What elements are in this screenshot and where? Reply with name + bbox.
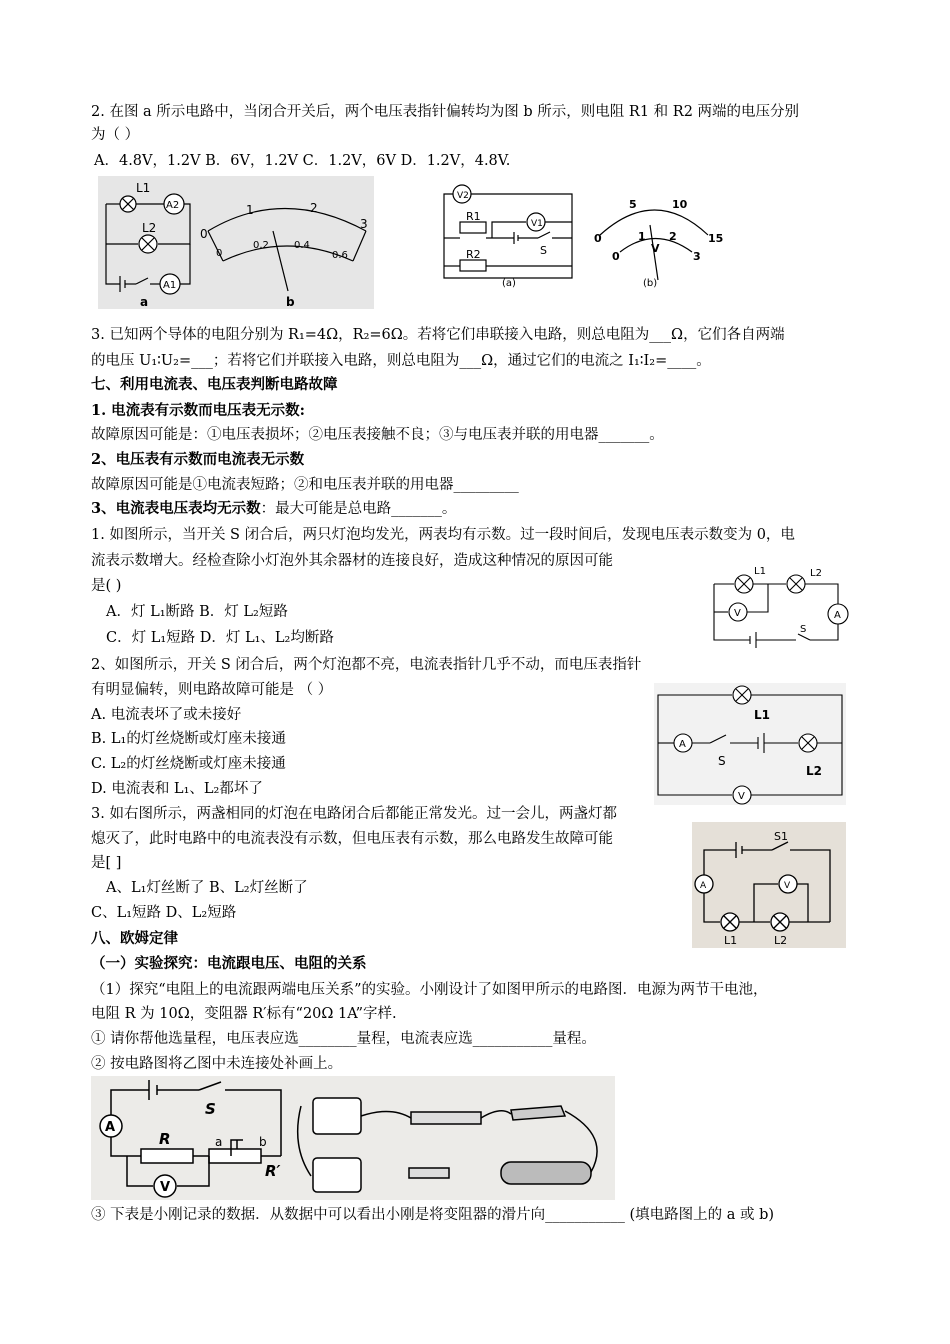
ohm-experiment-figure	[91, 1076, 615, 1200]
meter-top-1: 1	[246, 203, 254, 217]
p3-label-L1: L1	[724, 934, 738, 947]
p2-label-A: A	[679, 739, 686, 750]
p3-line3: 是[ ]	[91, 855, 122, 871]
p1-line2: 流表示数增大。经检查除小灯泡外其余器材的连接良好，造成这种情况的原因可能	[91, 553, 613, 569]
exp-label-S: S	[205, 1100, 216, 1118]
meter-top-2: 2	[310, 201, 318, 215]
p1-label-S: S	[800, 624, 807, 635]
section7-text1: 故障原因可能是：①电压表损坏；②电压表接触不良；③与电压表并联的用电器_______。	[91, 427, 664, 443]
exp-label-V: V	[160, 1180, 171, 1195]
p1-label-L2: L2	[810, 568, 822, 579]
exp-label-a: a	[215, 1135, 223, 1149]
fig2-meter-top-0: 0	[594, 232, 602, 245]
sec8-line2: 电阻 R 为 10Ω，变阻器 R′标有“20Ω 1A”字样.	[91, 1006, 397, 1022]
fig1-label-A2: A2	[166, 200, 180, 211]
p1-label-V: V	[734, 608, 741, 619]
meter-bottom-3: 0.6	[332, 250, 348, 261]
q3-line1: 3. 已知两个导体的电阻分别为 R₁=4Ω，R₂=6Ω。若将它们串联接入电路，则总电阻为___Ω，它们各自两端	[91, 327, 785, 343]
meter-bottom-2: 0.4	[294, 240, 310, 251]
voltmeter-circuit-figure	[440, 180, 732, 292]
p1-label-A: A	[834, 610, 841, 621]
section7-heading2: 2、电压表有示数而电流表无示数	[91, 451, 305, 468]
section7-title: 七、利用电流表、电压表判断电路故障	[91, 377, 338, 393]
p3-line1: 3. 如右图所示，两盏相同的灯泡在电路闭合后都能正常发光。过一会儿，两盏灯都	[91, 806, 617, 822]
fig2-meter-top-15: 15	[708, 232, 724, 245]
sec8-line5: ③ 下表是小刚记录的数据．从数据中可以看出小刚是将变阻器的滑片向___________ (填电路图上的 a 或 b)	[91, 1207, 775, 1223]
p3-label-L2: L2	[774, 934, 788, 947]
sec8-line3: ① 请你帮他选量程，电压表应选________量程，电流表应选___________量程。	[91, 1031, 596, 1047]
p3-options-cd: C、L₁短路 D、L₂短路	[91, 905, 237, 921]
fig2-label-V1: V1	[531, 219, 543, 229]
p1-label-L1: L1	[754, 566, 766, 577]
fig2-meter-bottom-1: 1	[638, 230, 646, 243]
q2-line1: 2. 在图 a 所示电路中，当闭合开关后，两个电压表指针偏转均为图 b 所示，则电阻 R1 和 R2 两端的电压分别	[91, 104, 800, 120]
p1-line1: 1. 如图所示，当开关 S 闭合后，两只灯泡均发光，两表均有示数。过一段时间后，发现电压表示数变为 0，电	[91, 527, 795, 543]
p1-line3: 是( )	[91, 578, 122, 594]
p2-option-b: B. L₁的灯丝烧断或灯座未接通	[91, 731, 286, 747]
p2-label-S: S	[718, 754, 726, 768]
q2-line2: 为（ ）	[91, 127, 140, 143]
p1-options-cd: C．灯 L₁短路 D．灯 L₁、L₂均断路	[106, 630, 334, 646]
section8-subtitle: （一）实验探究：电流跟电压、电阻的关系	[91, 956, 367, 972]
section7-heading3-line	[91, 498, 456, 520]
fig2-meter-top-5: 5	[629, 198, 637, 211]
meter-bottom-1: 0.2	[253, 240, 269, 251]
fig2-meter-bottom-3: 3	[693, 250, 701, 263]
fig1-label-A1: A1	[163, 280, 177, 291]
fig2-label-V2: V2	[457, 191, 469, 201]
sec8-line1: （1）探究“电阻上的电流跟两端电压关系”的实验。小刚设计了如图甲所示的电路图．电源为两节干电池，	[91, 982, 768, 998]
fig2-label-R1: R1	[466, 210, 481, 223]
p3-label-A: A	[700, 881, 707, 891]
fig1-label-L1: L1	[136, 181, 151, 195]
fig2-meter-unit: V	[651, 242, 660, 255]
fig2-meter-bottom-0: 0	[612, 250, 620, 263]
p3-label-S1: S1	[774, 830, 788, 843]
p2-label-L2: L2	[806, 764, 822, 778]
exp-label-R: R	[159, 1130, 171, 1148]
section7-text3: ：最大可能是总电路_______。	[260, 501, 457, 517]
section7-heading3: 3、电流表电压表均无示数	[91, 500, 261, 517]
fig1-label-a: a	[140, 295, 149, 309]
p3-circuit-figure	[692, 822, 846, 948]
p2-line1: 2、如图所示，开关 S 闭合后，两个灯泡都不亮，电流表指针几乎不动，而电压表指针	[91, 657, 642, 673]
fig1-label-L2: L2	[142, 221, 157, 235]
p2-label-V: V	[738, 791, 745, 802]
p2-line2: 有明显偏转，则电路故障可能是 （ ）	[91, 682, 333, 698]
q2-options: A．4.8V，1.2V B．6V，1.2V C．1.2V，6V D．1.2V，4.8V.	[94, 153, 511, 169]
fig1-label-b: b	[286, 295, 295, 309]
p3-options-ab: A、L₁灯丝断了 B、L₂灯丝断了	[106, 880, 308, 896]
meter-top-0: 0	[200, 227, 208, 241]
section8-title: 八、欧姆定律	[91, 931, 178, 947]
exp-label-b: b	[259, 1135, 267, 1149]
fig2-caption-b: (b)	[643, 278, 658, 289]
p2-option-c: C. L₂的灯丝烧断或灯座未接通	[91, 756, 286, 772]
meter-bottom-0: 0	[216, 248, 223, 259]
fig2-label-R2: R2	[466, 248, 481, 261]
section7-heading1: 1. 电流表有示数而电压表无示数:	[91, 402, 306, 419]
p2-option-d: D. 电流表和 L₁、L₂都坏了	[91, 781, 263, 797]
sec8-line4: ② 按电路图将乙图中未连接处补画上。	[91, 1056, 343, 1072]
p2-circuit-figure	[654, 683, 846, 805]
p3-label-V: V	[784, 881, 791, 891]
exp-label-Rprime: R′	[265, 1162, 281, 1180]
p2-label-L1: L1	[754, 708, 770, 722]
meter-top-3: 3	[360, 217, 368, 231]
section7-text2: 故障原因可能是①电流表短路；②和电压表并联的用电器_________	[91, 477, 519, 493]
p1-circuit-figure	[706, 562, 856, 648]
p2-option-a: A. 电流表坏了或未接好	[91, 707, 242, 723]
fig2-meter-bottom-2: 2	[669, 230, 677, 243]
p1-options-ab: A．灯 L₁断路 B．灯 L₂短路	[106, 604, 288, 620]
circuit-and-meter-figure-ab	[98, 176, 374, 309]
p3-line2: 熄灭了，此时电路中的电流表没有示数，但电压表有示数，那么电路发生故障可能	[91, 831, 613, 847]
q3-line2: 的电压 U₁∶U₂=___；若将它们并联接入电路，则总电阻为___Ω，通过它们的电流之 I₁∶I₂=____。	[91, 353, 711, 369]
fig2-meter-top-10: 10	[672, 198, 688, 211]
fig2-label-S: S	[540, 244, 547, 257]
exp-label-A: A	[105, 1120, 116, 1135]
fig2-caption-a: (a)	[502, 278, 516, 289]
